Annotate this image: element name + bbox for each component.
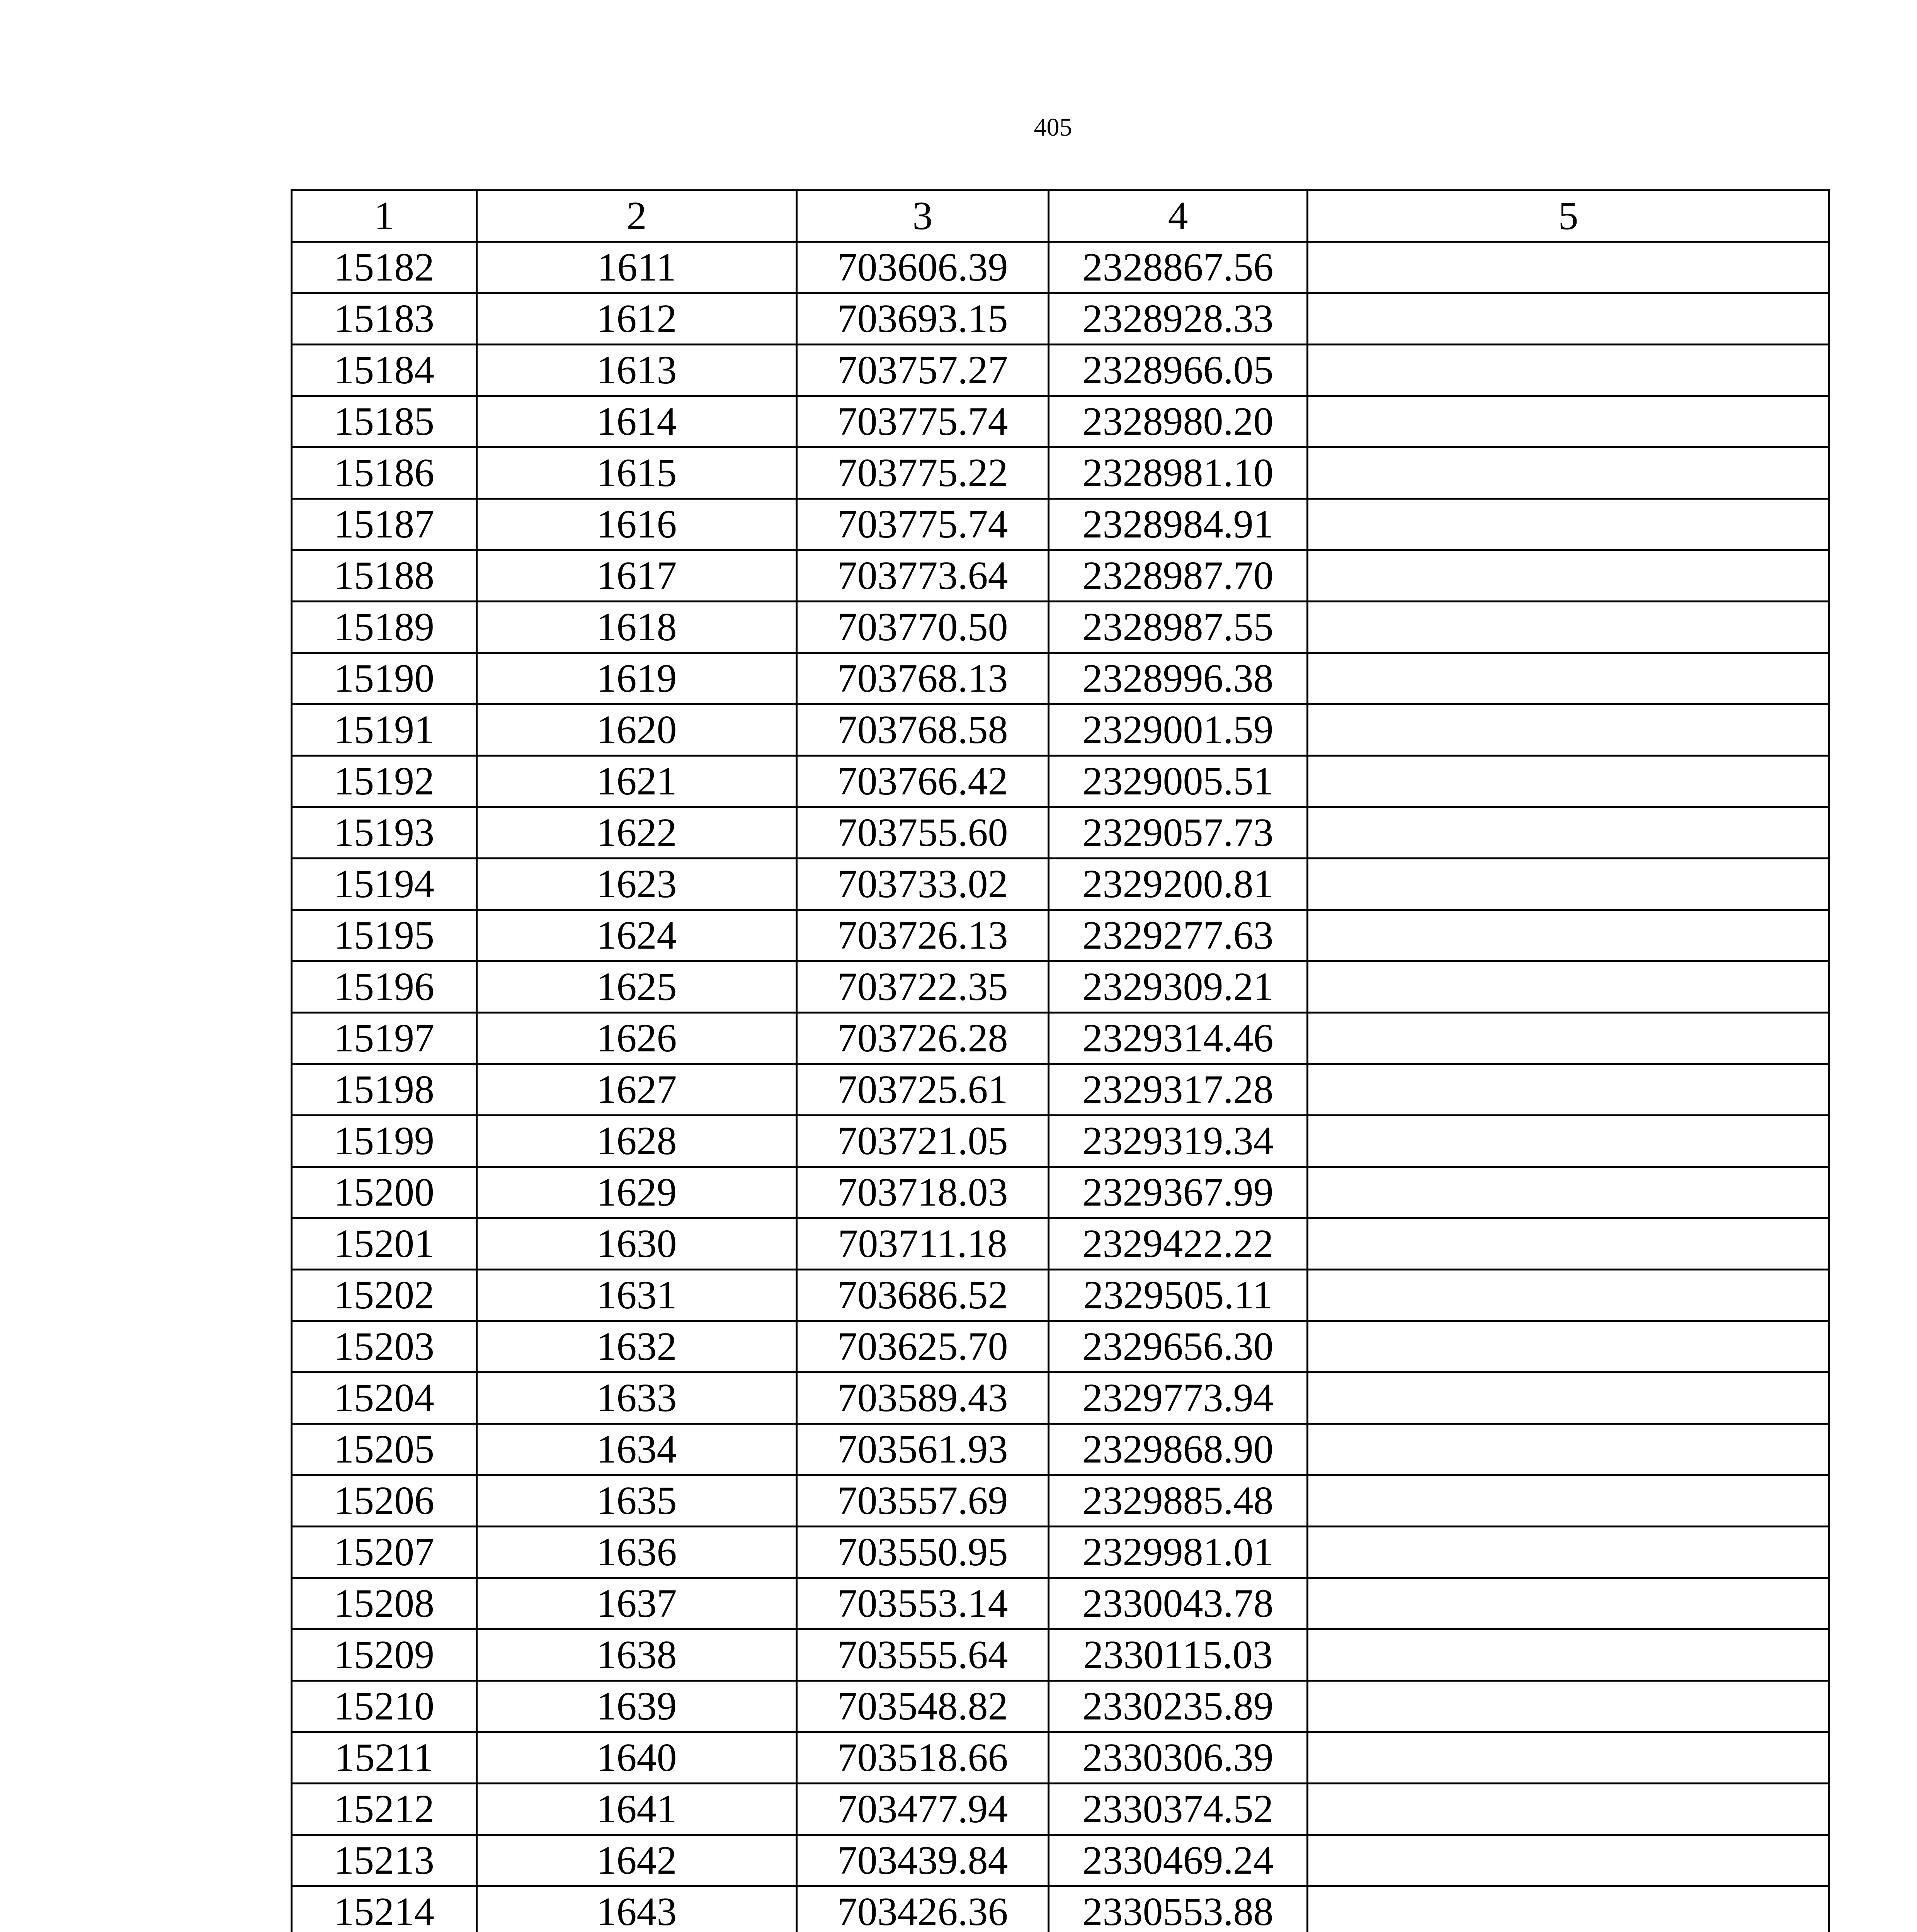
table-row — [292, 550, 1829, 602]
coord-x-cell: 703606.39 — [797, 242, 1049, 293]
point-id-cell: 15197 — [292, 1013, 477, 1064]
coord-y-cell: 2329200.81 — [1049, 859, 1308, 910]
table-row — [292, 1424, 1829, 1475]
coord-y-cell: 2329505.11 — [1049, 1270, 1308, 1321]
coord-y-cell: 2329319.34 — [1049, 1116, 1308, 1167]
point-number-cell: 1638 — [477, 1629, 797, 1681]
note-cell — [1308, 1424, 1829, 1475]
note-cell — [1308, 859, 1829, 910]
point-number-cell: 1615 — [477, 447, 797, 499]
table-row — [292, 807, 1829, 859]
coord-y-cell: 2330043.78 — [1049, 1578, 1308, 1629]
point-number-cell: 1626 — [477, 1013, 797, 1064]
header-row — [292, 190, 1829, 242]
table-row — [292, 1629, 1829, 1681]
note-cell — [1308, 756, 1829, 807]
table-row — [292, 1886, 1829, 1932]
table-row — [292, 1681, 1829, 1732]
point-id-cell: 15184 — [292, 345, 477, 396]
coord-x-cell: 703625.70 — [797, 1321, 1049, 1372]
point-number-cell: 1613 — [477, 345, 797, 396]
coord-y-cell: 2329367.99 — [1049, 1167, 1308, 1218]
coord-x-cell: 703693.15 — [797, 293, 1049, 345]
point-number-cell: 1619 — [477, 653, 797, 704]
point-number-cell: 1630 — [477, 1218, 797, 1270]
note-cell — [1308, 1527, 1829, 1578]
table-body — [292, 190, 1829, 1932]
table-row — [292, 447, 1829, 499]
point-id-cell: 15194 — [292, 859, 477, 910]
coord-y-cell: 2329001.59 — [1049, 704, 1308, 756]
table-row — [292, 1475, 1829, 1527]
note-cell — [1308, 345, 1829, 396]
coord-y-cell: 2329981.01 — [1049, 1527, 1308, 1578]
point-id-cell: 15213 — [292, 1835, 477, 1886]
point-id-cell: 15211 — [292, 1732, 477, 1784]
note-cell — [1308, 1013, 1829, 1064]
point-id-cell: 15192 — [292, 756, 477, 807]
table-row — [292, 1835, 1829, 1886]
coord-y-cell: 2330235.89 — [1049, 1681, 1308, 1732]
note-cell — [1308, 1475, 1829, 1527]
point-number-cell: 1636 — [477, 1527, 797, 1578]
point-id-cell: 15212 — [292, 1784, 477, 1835]
table-row — [292, 1527, 1829, 1578]
point-number-cell: 1616 — [477, 499, 797, 550]
coord-x-cell: 703550.95 — [797, 1527, 1049, 1578]
coord-x-cell: 703733.02 — [797, 859, 1049, 910]
point-number-cell: 1635 — [477, 1475, 797, 1527]
note-cell — [1308, 1116, 1829, 1167]
table-row — [292, 1116, 1829, 1167]
table-row — [292, 293, 1829, 345]
coord-x-cell: 703775.22 — [797, 447, 1049, 499]
point-number-cell: 1623 — [477, 859, 797, 910]
coord-x-cell: 703725.61 — [797, 1064, 1049, 1116]
coord-x-cell: 703477.94 — [797, 1784, 1049, 1835]
table-row — [292, 396, 1829, 447]
point-number-cell: 1643 — [477, 1886, 797, 1932]
point-number-cell: 1633 — [477, 1372, 797, 1424]
point-number-cell: 1622 — [477, 807, 797, 859]
note-cell — [1308, 1629, 1829, 1681]
coord-x-cell: 703548.82 — [797, 1681, 1049, 1732]
point-id-cell: 15198 — [292, 1064, 477, 1116]
coordinates-table — [291, 189, 1830, 1932]
note-cell — [1308, 1578, 1829, 1629]
coord-y-cell: 2328987.70 — [1049, 550, 1308, 602]
point-id-cell: 15204 — [292, 1372, 477, 1424]
page-number: 405 — [1034, 113, 1072, 141]
coord-x-cell: 703555.64 — [797, 1629, 1049, 1681]
point-number-cell: 1612 — [477, 293, 797, 345]
point-id-cell: 15203 — [292, 1321, 477, 1372]
note-cell — [1308, 704, 1829, 756]
coord-y-cell: 2329885.48 — [1049, 1475, 1308, 1527]
point-number-cell: 1625 — [477, 961, 797, 1013]
point-id-cell: 15187 — [292, 499, 477, 550]
point-id-cell: 15205 — [292, 1424, 477, 1475]
note-cell — [1308, 653, 1829, 704]
point-number-cell: 1620 — [477, 704, 797, 756]
coord-x-cell: 703589.43 — [797, 1372, 1049, 1424]
note-cell — [1308, 242, 1829, 293]
column-header: 2 — [477, 190, 797, 242]
coord-y-cell: 2330115.03 — [1049, 1629, 1308, 1681]
point-id-cell: 15214 — [292, 1886, 477, 1932]
point-number-cell: 1640 — [477, 1732, 797, 1784]
point-number-cell: 1641 — [477, 1784, 797, 1835]
note-cell — [1308, 1835, 1829, 1886]
coord-y-cell: 2328928.33 — [1049, 293, 1308, 345]
coord-x-cell: 703721.05 — [797, 1116, 1049, 1167]
note-cell — [1308, 1784, 1829, 1835]
coord-x-cell: 703775.74 — [797, 396, 1049, 447]
point-number-cell: 1621 — [477, 756, 797, 807]
coord-x-cell: 703557.69 — [797, 1475, 1049, 1527]
coord-x-cell: 703770.50 — [797, 602, 1049, 653]
point-number-cell: 1642 — [477, 1835, 797, 1886]
coord-x-cell: 703686.52 — [797, 1270, 1049, 1321]
point-id-cell: 15186 — [292, 447, 477, 499]
coord-x-cell: 703766.42 — [797, 756, 1049, 807]
table-row — [292, 1578, 1829, 1629]
column-header: 1 — [292, 190, 477, 242]
note-cell — [1308, 293, 1829, 345]
coord-y-cell: 2330306.39 — [1049, 1732, 1308, 1784]
coord-y-cell: 2328996.38 — [1049, 653, 1308, 704]
point-number-cell: 1627 — [477, 1064, 797, 1116]
table-row — [292, 1784, 1829, 1835]
point-number-cell: 1614 — [477, 396, 797, 447]
table-row — [292, 1372, 1829, 1424]
coord-y-cell: 2329314.46 — [1049, 1013, 1308, 1064]
table-row — [292, 910, 1829, 961]
coord-y-cell: 2328981.10 — [1049, 447, 1308, 499]
table-row — [292, 345, 1829, 396]
coord-y-cell: 2329277.63 — [1049, 910, 1308, 961]
note-cell — [1308, 1270, 1829, 1321]
table-row — [292, 704, 1829, 756]
coord-y-cell: 2329309.21 — [1049, 961, 1308, 1013]
coord-y-cell: 2329422.22 — [1049, 1218, 1308, 1270]
point-id-cell: 15188 — [292, 550, 477, 602]
point-number-cell: 1628 — [477, 1116, 797, 1167]
note-cell — [1308, 1321, 1829, 1372]
point-id-cell: 15195 — [292, 910, 477, 961]
coord-y-cell: 2329005.51 — [1049, 756, 1308, 807]
note-cell — [1308, 910, 1829, 961]
point-id-cell: 15208 — [292, 1578, 477, 1629]
point-id-cell: 15210 — [292, 1681, 477, 1732]
coord-y-cell: 2329057.73 — [1049, 807, 1308, 859]
table-row — [292, 1013, 1829, 1064]
point-id-cell: 15201 — [292, 1218, 477, 1270]
table-row — [292, 859, 1829, 910]
note-cell — [1308, 1886, 1829, 1932]
point-id-cell: 15202 — [292, 1270, 477, 1321]
table-row — [292, 1167, 1829, 1218]
table-row — [292, 602, 1829, 653]
coord-x-cell: 703518.66 — [797, 1732, 1049, 1784]
note-cell — [1308, 1372, 1829, 1424]
note-cell — [1308, 447, 1829, 499]
note-cell — [1308, 602, 1829, 653]
table-row — [292, 756, 1829, 807]
coord-x-cell: 703755.60 — [797, 807, 1049, 859]
point-number-cell: 1611 — [477, 242, 797, 293]
point-number-cell: 1629 — [477, 1167, 797, 1218]
coord-x-cell: 703768.58 — [797, 704, 1049, 756]
point-number-cell: 1618 — [477, 602, 797, 653]
coord-x-cell: 703757.27 — [797, 345, 1049, 396]
coord-x-cell: 703775.74 — [797, 499, 1049, 550]
table-row — [292, 1321, 1829, 1372]
note-cell — [1308, 396, 1829, 447]
point-number-cell: 1637 — [477, 1578, 797, 1629]
column-header: 4 — [1049, 190, 1308, 242]
coord-y-cell: 2329868.90 — [1049, 1424, 1308, 1475]
point-id-cell: 15182 — [292, 242, 477, 293]
note-cell — [1308, 961, 1829, 1013]
coord-x-cell: 703426.36 — [797, 1886, 1049, 1932]
point-number-cell: 1617 — [477, 550, 797, 602]
coord-x-cell: 703768.13 — [797, 653, 1049, 704]
table-row — [292, 653, 1829, 704]
note-cell — [1308, 1064, 1829, 1116]
note-cell — [1308, 499, 1829, 550]
table-row — [292, 1732, 1829, 1784]
coord-x-cell: 703773.64 — [797, 550, 1049, 602]
table-row — [292, 1064, 1829, 1116]
table-row — [292, 242, 1829, 293]
coord-x-cell: 703718.03 — [797, 1167, 1049, 1218]
coord-y-cell: 2328987.55 — [1049, 602, 1308, 653]
point-id-cell: 15207 — [292, 1527, 477, 1578]
note-cell — [1308, 1167, 1829, 1218]
point-number-cell: 1634 — [477, 1424, 797, 1475]
point-id-cell: 15193 — [292, 807, 477, 859]
column-header: 5 — [1308, 190, 1829, 242]
column-header: 3 — [797, 190, 1049, 242]
point-id-cell: 15185 — [292, 396, 477, 447]
coord-x-cell: 703726.28 — [797, 1013, 1049, 1064]
point-id-cell: 15199 — [292, 1116, 477, 1167]
table-row — [292, 961, 1829, 1013]
note-cell — [1308, 1732, 1829, 1784]
point-id-cell: 15196 — [292, 961, 477, 1013]
point-number-cell: 1631 — [477, 1270, 797, 1321]
note-cell — [1308, 1218, 1829, 1270]
coord-x-cell: 703722.35 — [797, 961, 1049, 1013]
point-id-cell: 15200 — [292, 1167, 477, 1218]
point-id-cell: 15191 — [292, 704, 477, 756]
table-row — [292, 1218, 1829, 1270]
note-cell — [1308, 1681, 1829, 1732]
coord-y-cell: 2330553.88 — [1049, 1886, 1308, 1932]
coord-x-cell: 703439.84 — [797, 1835, 1049, 1886]
table-row — [292, 499, 1829, 550]
point-id-cell: 15190 — [292, 653, 477, 704]
coord-x-cell: 703711.18 — [797, 1218, 1049, 1270]
note-cell — [1308, 550, 1829, 602]
point-id-cell: 15183 — [292, 293, 477, 345]
point-number-cell: 1624 — [477, 910, 797, 961]
coord-y-cell: 2328966.05 — [1049, 345, 1308, 396]
coord-x-cell: 703561.93 — [797, 1424, 1049, 1475]
coord-y-cell: 2329656.30 — [1049, 1321, 1308, 1372]
table-row — [292, 1270, 1829, 1321]
coord-y-cell: 2328984.91 — [1049, 499, 1308, 550]
coord-y-cell: 2328867.56 — [1049, 242, 1308, 293]
point-number-cell: 1632 — [477, 1321, 797, 1372]
coord-y-cell: 2330374.52 — [1049, 1784, 1308, 1835]
point-id-cell: 15206 — [292, 1475, 477, 1527]
coord-x-cell: 703726.13 — [797, 910, 1049, 961]
note-cell — [1308, 807, 1829, 859]
point-id-cell: 15189 — [292, 602, 477, 653]
coord-y-cell: 2329317.28 — [1049, 1064, 1308, 1116]
coord-x-cell: 703553.14 — [797, 1578, 1049, 1629]
point-number-cell: 1639 — [477, 1681, 797, 1732]
point-id-cell: 15209 — [292, 1629, 477, 1681]
coord-y-cell: 2328980.20 — [1049, 396, 1308, 447]
coord-y-cell: 2329773.94 — [1049, 1372, 1308, 1424]
coord-y-cell: 2330469.24 — [1049, 1835, 1308, 1886]
